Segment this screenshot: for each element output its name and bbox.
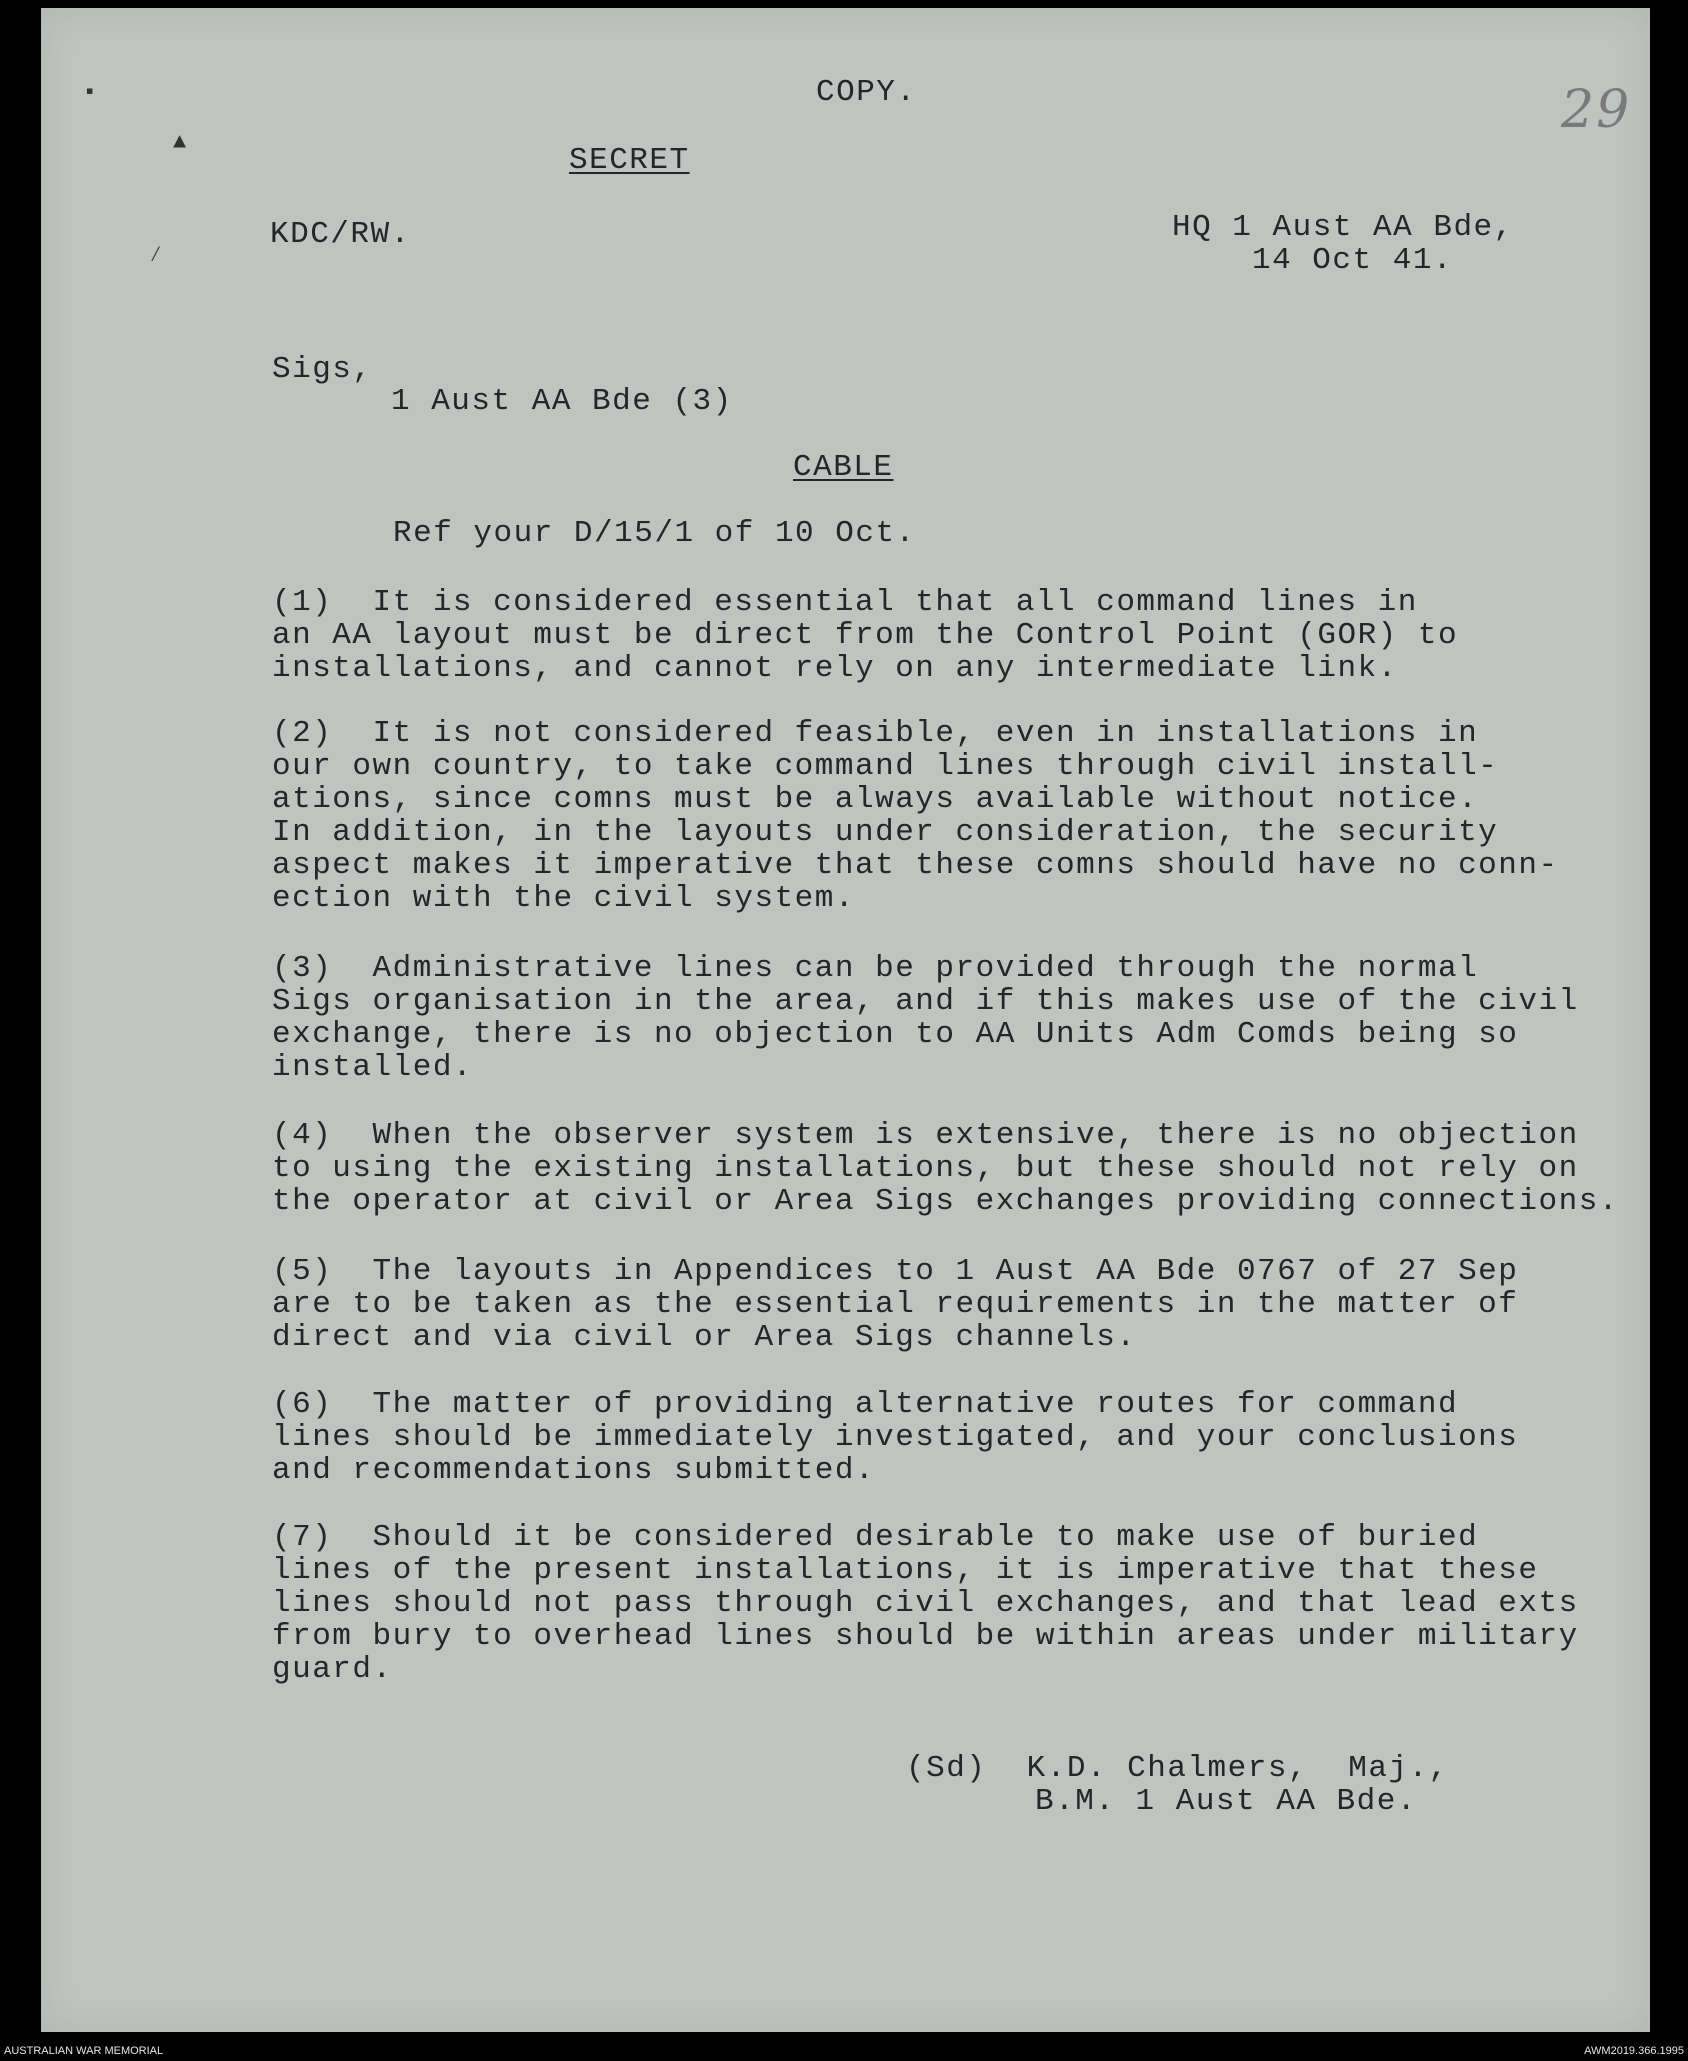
signature-title: B.M. 1 Aust AA Bde. xyxy=(1035,1784,1417,1819)
paragraph-line: (6) The matter of providing alternative routes for command xyxy=(272,1387,1459,1422)
paragraph-line: our own country, to take command lines through civil install- xyxy=(272,749,1499,784)
subject-heading: CABLE xyxy=(793,450,894,485)
paragraph-1 xyxy=(272,586,1458,685)
classification-heading: SECRET xyxy=(569,143,690,178)
paragraph-line: ations, since comns must be always available without notice. xyxy=(272,782,1479,817)
paragraph-line: Sigs organisation in the area, and if this makes use of the civil xyxy=(272,984,1579,1019)
paragraph-number: (2) xyxy=(272,716,373,751)
paragraph-line: (4) When the observer system is extensive, there is no objection xyxy=(272,1118,1579,1153)
paragraph-line: lines should not pass through civil exchanges, and that lead exts xyxy=(272,1586,1579,1621)
handwritten-page-number: 29 xyxy=(1561,80,1632,140)
paragraph-line: (1) It is considered essential that all command lines in xyxy=(272,585,1418,620)
paragraph-4 xyxy=(272,1119,1619,1218)
document-page xyxy=(41,8,1650,2032)
paragraph-line: aspect makes it imperative that these comns should have no conn- xyxy=(272,848,1559,883)
paragraph-number: (6) xyxy=(272,1387,373,1422)
paragraph-number: (1) xyxy=(272,585,373,620)
paragraph-line: an AA layout must be direct from the Control Point (GOR) to xyxy=(272,618,1459,653)
paragraph-6 xyxy=(272,1388,1518,1487)
addressee-line2: 1 Aust AA Bde (3) xyxy=(391,384,733,419)
paragraph-line: exchange, there is no objection to AA Units Adm Comds being so xyxy=(272,1017,1519,1052)
document-date: 14 Oct 41. xyxy=(1252,243,1454,278)
margin-mark: ⁄ xyxy=(149,243,163,268)
paragraph-line: lines of the present installations, it is imperative that these xyxy=(272,1553,1539,1588)
paragraph-line: direct and via civil or Area Sigs channels. xyxy=(272,1320,1137,1355)
paragraph-3 xyxy=(272,952,1579,1084)
margin-mark: ▲ xyxy=(173,130,187,155)
paragraph-line: installations, and cannot rely on any intermediate link. xyxy=(272,651,1398,686)
paragraph-number: (3) xyxy=(272,951,373,986)
paragraph-number: (5) xyxy=(272,1254,373,1289)
reference-line: Ref your D/15/1 of 10 Oct. xyxy=(393,516,916,551)
paragraph-line: In addition, in the layouts under consideration, the security xyxy=(272,815,1499,850)
paragraph-line: (5) The layouts in Appendices to 1 Aust AA Bde 0767 of 27 Sep xyxy=(272,1254,1519,1289)
paragraph-number: (4) xyxy=(272,1118,373,1153)
paragraph-line: guard. xyxy=(272,1652,393,1687)
paragraph-line: lines should be immediately investigated, and your conclusions xyxy=(272,1420,1519,1455)
paragraph-line: (3) Administrative lines can be provided through the normal xyxy=(272,951,1479,986)
paragraph-number: (7) xyxy=(272,1520,373,1555)
paragraph-5 xyxy=(272,1255,1518,1354)
footer-archive-name: AUSTRALIAN WAR MEMORIAL xyxy=(4,2045,164,2057)
paragraph-line: the operator at civil or Area Sigs exchanges providing connections. xyxy=(272,1184,1619,1219)
signature-line: (Sd) K.D. Chalmers, Maj., xyxy=(906,1751,1449,1786)
addressee-line1: Sigs, xyxy=(272,352,373,387)
paragraph-2 xyxy=(272,717,1559,915)
margin-mark: ▪ xyxy=(83,80,97,105)
paragraph-line: and recommendations submitted. xyxy=(272,1453,876,1488)
paragraph-line: are to be taken as the essential requirements in the matter of xyxy=(272,1287,1519,1322)
paragraph-line: to using the existing installations, but these should not rely on xyxy=(272,1151,1579,1186)
reference-code: KDC/RW. xyxy=(270,217,411,252)
paragraph-7 xyxy=(272,1521,1579,1686)
copy-heading: COPY. xyxy=(816,75,917,110)
paragraph-line: installed. xyxy=(272,1050,474,1085)
footer-accession-number: AWM2019.366.1995 xyxy=(1584,2045,1684,2057)
paragraph-line: (2) It is not considered feasible, even in installations in xyxy=(272,716,1479,751)
paragraph-line: from bury to overhead lines should be within areas under military xyxy=(272,1619,1579,1654)
paragraph-line: (7) Should it be considered desirable to make use of buried xyxy=(272,1520,1479,1555)
paragraph-line: ection with the civil system. xyxy=(272,881,855,916)
sender-unit: HQ 1 Aust AA Bde, xyxy=(1172,210,1514,245)
